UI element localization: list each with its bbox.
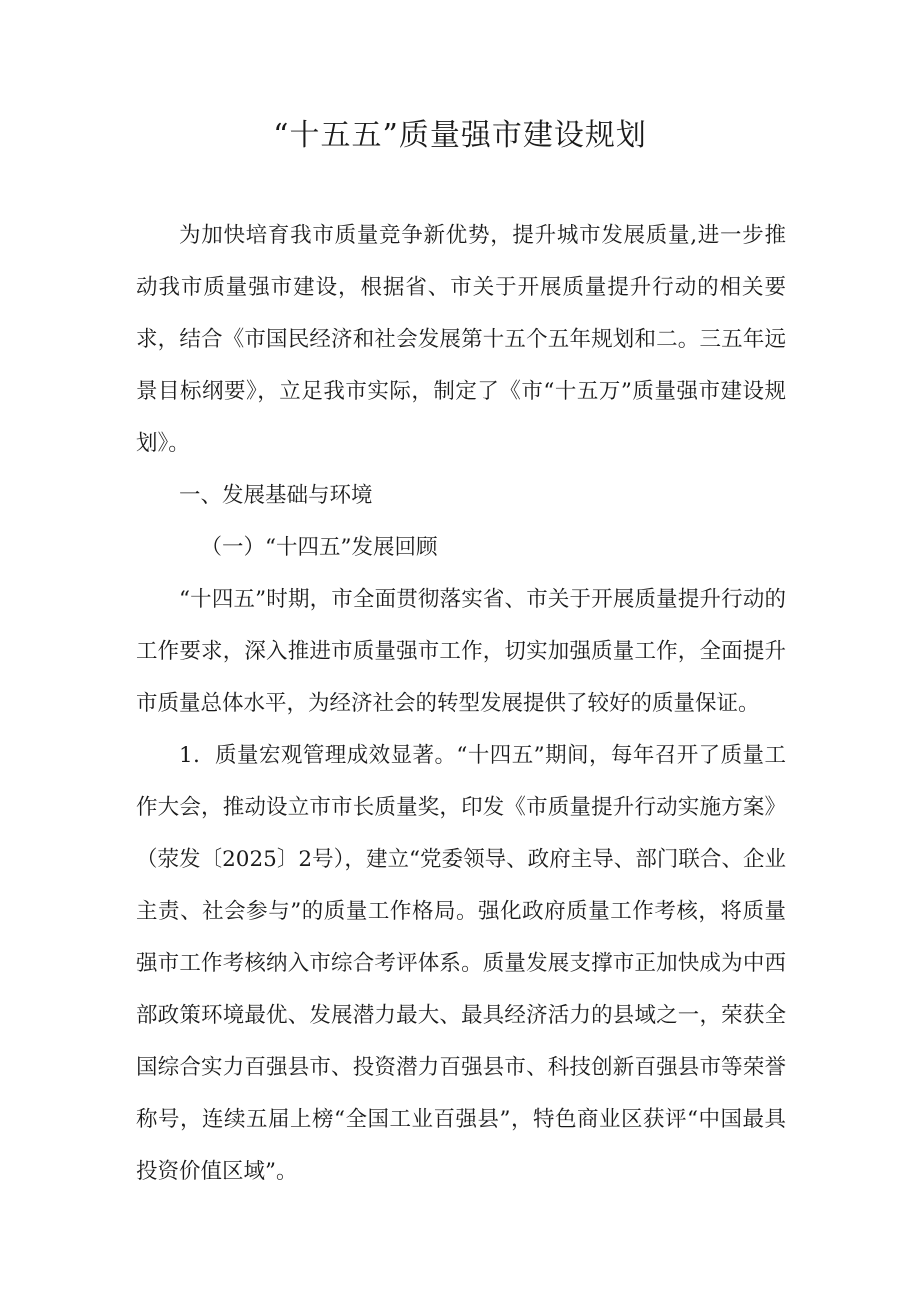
- document-body: [136, 210, 786, 1198]
- review-paragraph: “十四五”时期，市全面贯彻落实省、市关于开展质量提升行动的工作要求，深入推进市质量强市工作，切实加强质量工作，全面提升市质量总体水平，为经济社会的转型发展提供了较好的质量保证。: [136, 587, 786, 716]
- item-1-paragraph: 1．质量宏观管理成效显著。“十四五”期间，每年召开了质量工作大会，推动设立市市长质量奖，印发《市质量提升行动实施方案》（荥发〔2025〕2号），建立“党委领导、政府主导、部门联合、企业主责、社会参与”的质量工作格局。强化政府质量工作考核，将质量强市工作考核纳入市综合考评体系。质量发展支撑市正加快成为中西部政策环境最优、发展潜力最大、最具经济活力的县域之一，荣获全国综合实力百强县市、投资潜力百强县市、科技创新百强县市等荣誉称号，连续五届上榜“全国工业百强县”，特色商业区获评“中国最具投资价值区域”。: [136, 743, 786, 1184]
- document-title: “十五五”质量强市建设规划: [273, 118, 647, 153]
- section-heading: 一、发展基础与环境: [179, 483, 373, 508]
- intro-paragraph: 为加快培育我市质量竞争新优势，提升城市发展质量,进一步推动我市质量强市建设，根据省、市关于开展质量提升行动的相关要求，结合《市国民经济和社会发展第十五个五年规划和二。三五年远景目标纲要》，立足我市实际，制定了《市“十五万”质量强市建设规划》。: [136, 223, 786, 456]
- subsection-heading: （一）“十四五”发展回顾: [200, 535, 438, 560]
